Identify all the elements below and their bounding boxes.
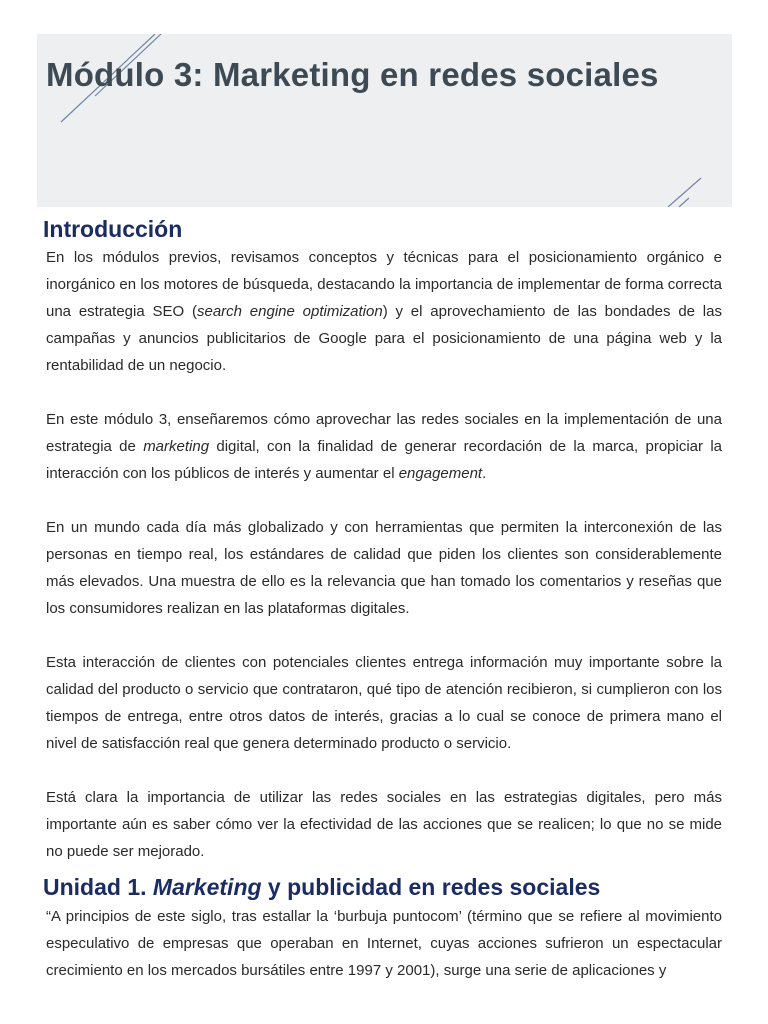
intro-paragraph-4: Esta interacción de clientes con potenciales clientes entrega información muy importante sobre la calidad del producto o servicio que contrataron, qué tipo de atención recibieron, si cumplieron con los tiempos de entrega, entre otros datos de interés, gracias a lo cual se conoce de primera mano el nivel de satisfacción real que genera determinado producto o servicio. bbox=[46, 654, 722, 752]
intro-paragraph-5: Está clara la importancia de utilizar las redes sociales en las estrategias digitales, pero más importante aún es saber cómo ver la efectividad de las acciones que se realicen; lo que no se mide no puede ser mejorado. bbox=[46, 789, 722, 860]
text-span: En los módulos previos, revisamos conceptos y técnicas para el posicionamiento orgánico e inorgánico en los motores de búsqueda, destacando la importancia de implementar de forma correcta una estrategia SEO ( bbox=[46, 249, 722, 320]
module-title: Módulo 3: Marketing en redes sociales bbox=[46, 56, 659, 93]
text-span: . bbox=[482, 465, 487, 482]
unit1-paragraph-1: “A principios de este siglo, tras estallar la ‘burbuja puntocom’ (término que se refiere al movimiento especulativo de empresas que operaban en Internet, cuyas acciones sufrieron un espectacular crecimiento en los mercados bursátiles entre 1997 y 2001), surge una serie de aplicaciones y bbox=[46, 908, 722, 979]
intro-paragraph-3: En un mundo cada día más globalizado y con herramientas que permiten la interconexión de las personas en tiempo real, los estándares de calidad que piden los clientes son considerablemente más elevados. Una muestra de ello es la relevancia que han tomado los comentarios y reseñas que los consumidores realizan en las plataformas digitales. bbox=[46, 519, 722, 617]
intro-heading: Introducción bbox=[43, 216, 183, 242]
unit1-heading bbox=[43, 874, 600, 901]
module-banner bbox=[37, 34, 732, 207]
intro-paragraph-2 bbox=[46, 406, 722, 487]
decorative-line bbox=[679, 198, 689, 207]
heading-text: y publicidad en redes sociales bbox=[261, 874, 601, 900]
italic-term: engagement bbox=[398, 465, 483, 482]
text-span: ) y el aprovechamiento de las bondades de las campañas y anuncios publicitarios de Google para el posicionamiento de una página web y la rentabilidad de un negocio. bbox=[46, 303, 722, 374]
text-span: digital, con la finalidad de generar recordación de la marca, propiciar la interacción con los públicos de interés y aumentar el bbox=[46, 438, 722, 482]
heading-italic: Marketing bbox=[152, 874, 262, 900]
italic-term: marketing bbox=[143, 438, 210, 455]
heading-text: Unidad 1. bbox=[43, 874, 153, 900]
italic-term: search engine optimization bbox=[196, 303, 383, 320]
text-span: En este módulo 3, enseñaremos cómo aprovechar las redes sociales en la implementación de una estrategia de bbox=[46, 411, 722, 455]
intro-paragraph-1 bbox=[46, 244, 722, 379]
